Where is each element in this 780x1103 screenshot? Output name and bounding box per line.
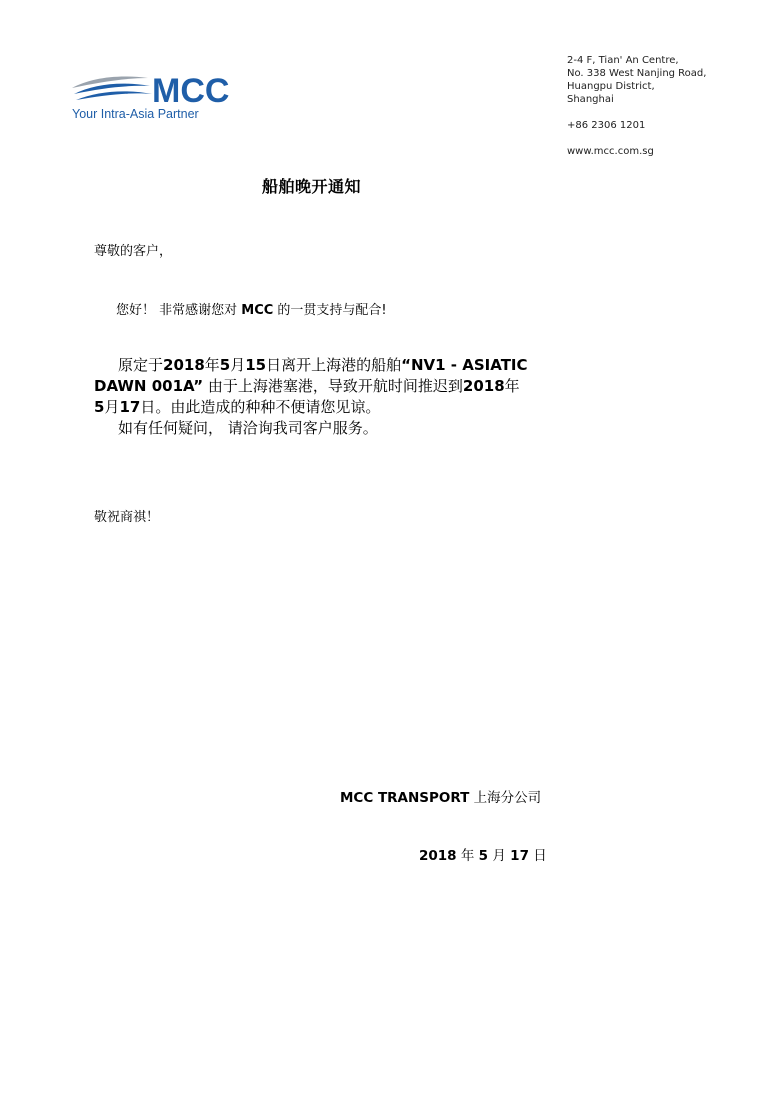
logo-tagline: Your Intra-Asia Partner: [72, 107, 199, 121]
delay-text: 日离开上海港的船舶: [266, 356, 402, 374]
date-year: 2018: [419, 848, 457, 864]
date-day-unit: 日: [528, 848, 547, 864]
date-day: 17: [510, 848, 529, 864]
delay-text: 月: [104, 398, 120, 416]
delay-text: 年: [204, 356, 220, 374]
delay-day: 15: [245, 356, 267, 374]
signature-branch: 上海分公司: [469, 790, 542, 806]
paragraph-thanks: [116, 299, 387, 318]
new-day: 17: [119, 398, 141, 416]
delay-text: 日。由此造成的种种不便请您见谅。: [140, 398, 381, 416]
thanks-post: 的一贯支持与配合!: [273, 303, 387, 318]
signature: [340, 786, 541, 806]
notice-title: 船舶晚开通知: [262, 177, 362, 196]
mcc-wave-logo-icon: [70, 64, 260, 126]
address-website: www.mcc.com.sg: [567, 146, 654, 157]
delay-text: 由于上海港塞港，导致开航时间推迟到: [203, 377, 463, 395]
paragraph-delay-notice: [94, 355, 574, 439]
delay-line-3: [94, 397, 574, 418]
contact-line: 如有任何疑问， 请洽询我司客户服务。: [118, 419, 378, 437]
date-month: 5: [478, 848, 489, 864]
closing-salutation: 敬祝商祺！: [94, 510, 160, 525]
delay-line-2: [94, 376, 574, 397]
thanks-company: MCC: [241, 303, 274, 318]
date-year-unit: 年: [456, 848, 479, 864]
new-year: 2018: [462, 377, 505, 395]
logo-wordmark: MCC: [152, 72, 230, 110]
address-line-1: 2-4 F, Tian' An Centre,: [567, 55, 679, 66]
signature-company: MCC TRANSPORT: [340, 790, 470, 806]
company-logo: [70, 64, 260, 126]
vessel-name: “NV1 - ASIATIC: [401, 356, 528, 374]
delay-line-1: [94, 355, 574, 376]
voyage-name: DAWN 001A”: [94, 377, 204, 395]
letter-date: [419, 844, 547, 864]
delay-year: 2018: [163, 356, 205, 374]
company-address: [567, 54, 706, 158]
greeting: 尊敬的客户，: [94, 244, 173, 259]
thanks-pre: 您好！ 非常感谢您对: [116, 303, 242, 318]
address-spacer: [567, 132, 706, 145]
delay-month: 5: [219, 356, 231, 374]
address-line-4: Shanghai: [567, 94, 614, 105]
address-line-2: No. 338 West Nanjing Road,: [567, 68, 707, 79]
delay-text: 年: [504, 377, 520, 395]
new-month: 5: [94, 398, 105, 416]
delay-text: 原定于: [118, 356, 164, 374]
address-spacer: [567, 106, 706, 119]
address-line-3: Huangpu District,: [567, 81, 655, 92]
date-month-unit: 月: [488, 848, 511, 864]
address-phone: +86 2306 1201: [567, 120, 646, 131]
delay-text: 月: [230, 356, 246, 374]
